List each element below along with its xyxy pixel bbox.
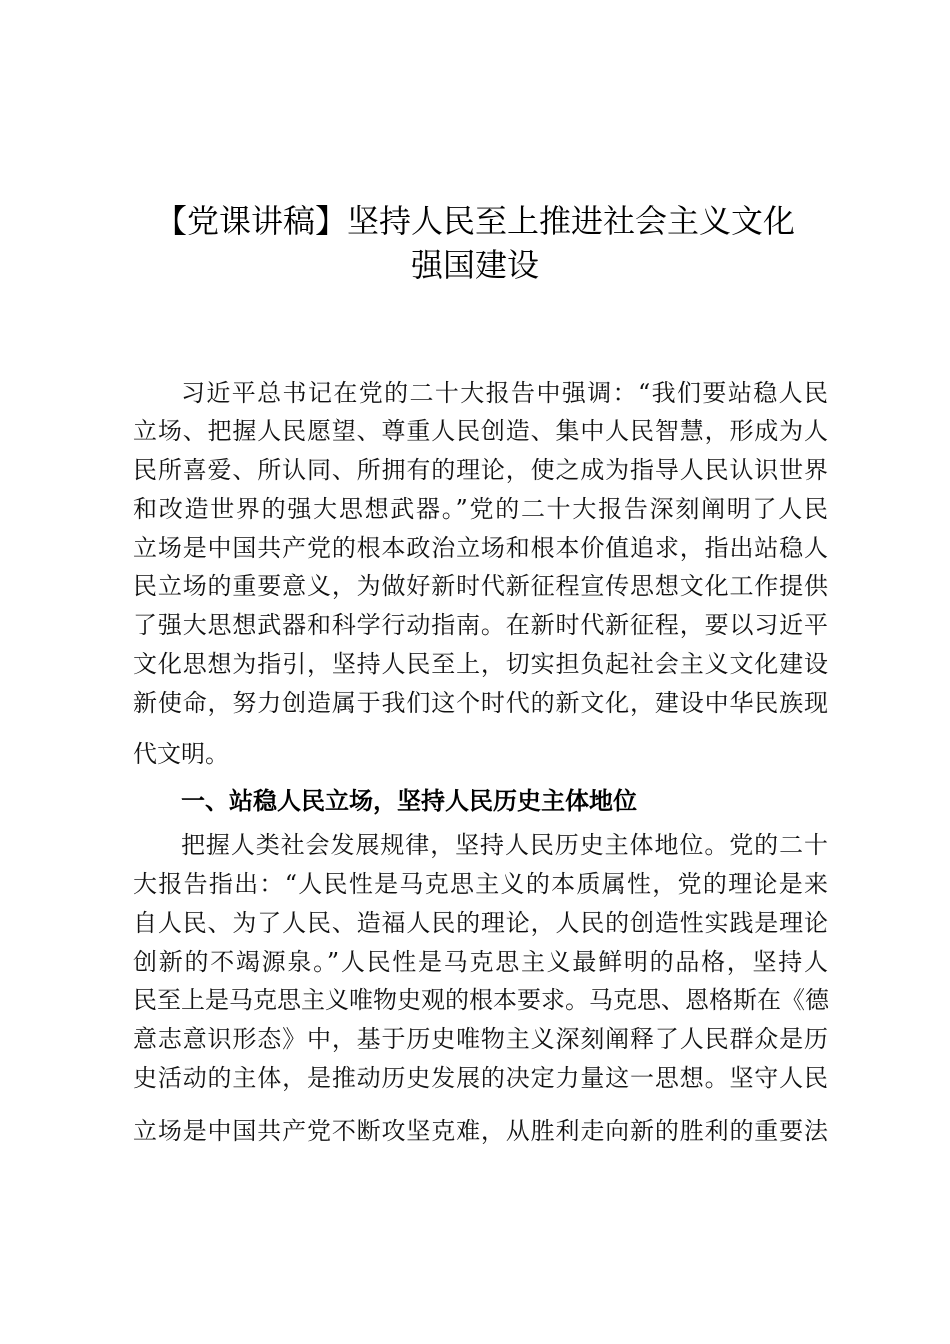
paragraph-line: 意志意识形态》中，基于历史唯物主义深刻阐释了人民群众是历 bbox=[133, 1025, 828, 1053]
paragraph-line: 史活动的主体，是推动历史发展的决定力量这一思想。坚守人民 bbox=[133, 1064, 828, 1092]
paragraph-line: 了强大思想武器和科学行动指南。在新时代新征程，要以习近平 bbox=[133, 611, 828, 639]
paragraph-line: 文化思想为指引，坚持人民至上，切实担负起社会主义文化建设 bbox=[133, 650, 828, 678]
paragraph-line: 创新的不竭源泉。”人民性是马克思主义最鲜明的品格，坚持人 bbox=[133, 948, 828, 976]
paragraph-line: 立场是中国共产党的根本政治立场和根本价值追求，指出站稳人 bbox=[133, 534, 828, 562]
paragraph-line: 自人民、为了人民、造福人民的理论，人民的创造性实践是理论 bbox=[133, 909, 828, 937]
document-title-line-2: 强国建设 bbox=[410, 246, 539, 284]
paragraph-line: 民立场的重要意义，为做好新时代新征程宣传思想文化工作提供 bbox=[133, 572, 828, 600]
document-title-line-1: 【党课讲稿】坚持人民至上推进社会主义文化 bbox=[154, 202, 795, 240]
paragraph-line: 代文明。 bbox=[133, 740, 229, 768]
paragraph-line: 新使命，努力创造属于我们这个时代的新文化，建设中华民族现 bbox=[133, 689, 828, 717]
paragraph-line: 立场是中国共产党不断攻坚克难，从胜利走向新的胜利的重要法 bbox=[133, 1117, 828, 1145]
paragraph-line: 立场、把握人民愿望、尊重人民创造、集中人民智慧，形成为人 bbox=[133, 417, 828, 445]
paragraph-line: 把握人类社会发展规律，坚持人民历史主体地位。党的二十 bbox=[181, 831, 828, 859]
paragraph-line: 习近平总书记在党的二十大报告中强调：“我们要站稳人民 bbox=[181, 379, 828, 407]
paragraph-line: 大报告指出：“人民性是马克思主义的本质属性，党的理论是来 bbox=[133, 870, 828, 898]
paragraph-line: 民至上是马克思主义唯物史观的根本要求。马克思、恩格斯在《德 bbox=[133, 986, 829, 1014]
section-heading: 一、站稳人民立场，坚持人民历史主体地位 bbox=[181, 787, 637, 815]
paragraph-line: 和改造世界的强大思想武器。”党的二十大报告深刻阐明了人民 bbox=[133, 495, 828, 523]
paragraph-line: 民所喜爱、所认同、所拥有的理论，使之成为指导人民认识世界 bbox=[133, 456, 828, 484]
